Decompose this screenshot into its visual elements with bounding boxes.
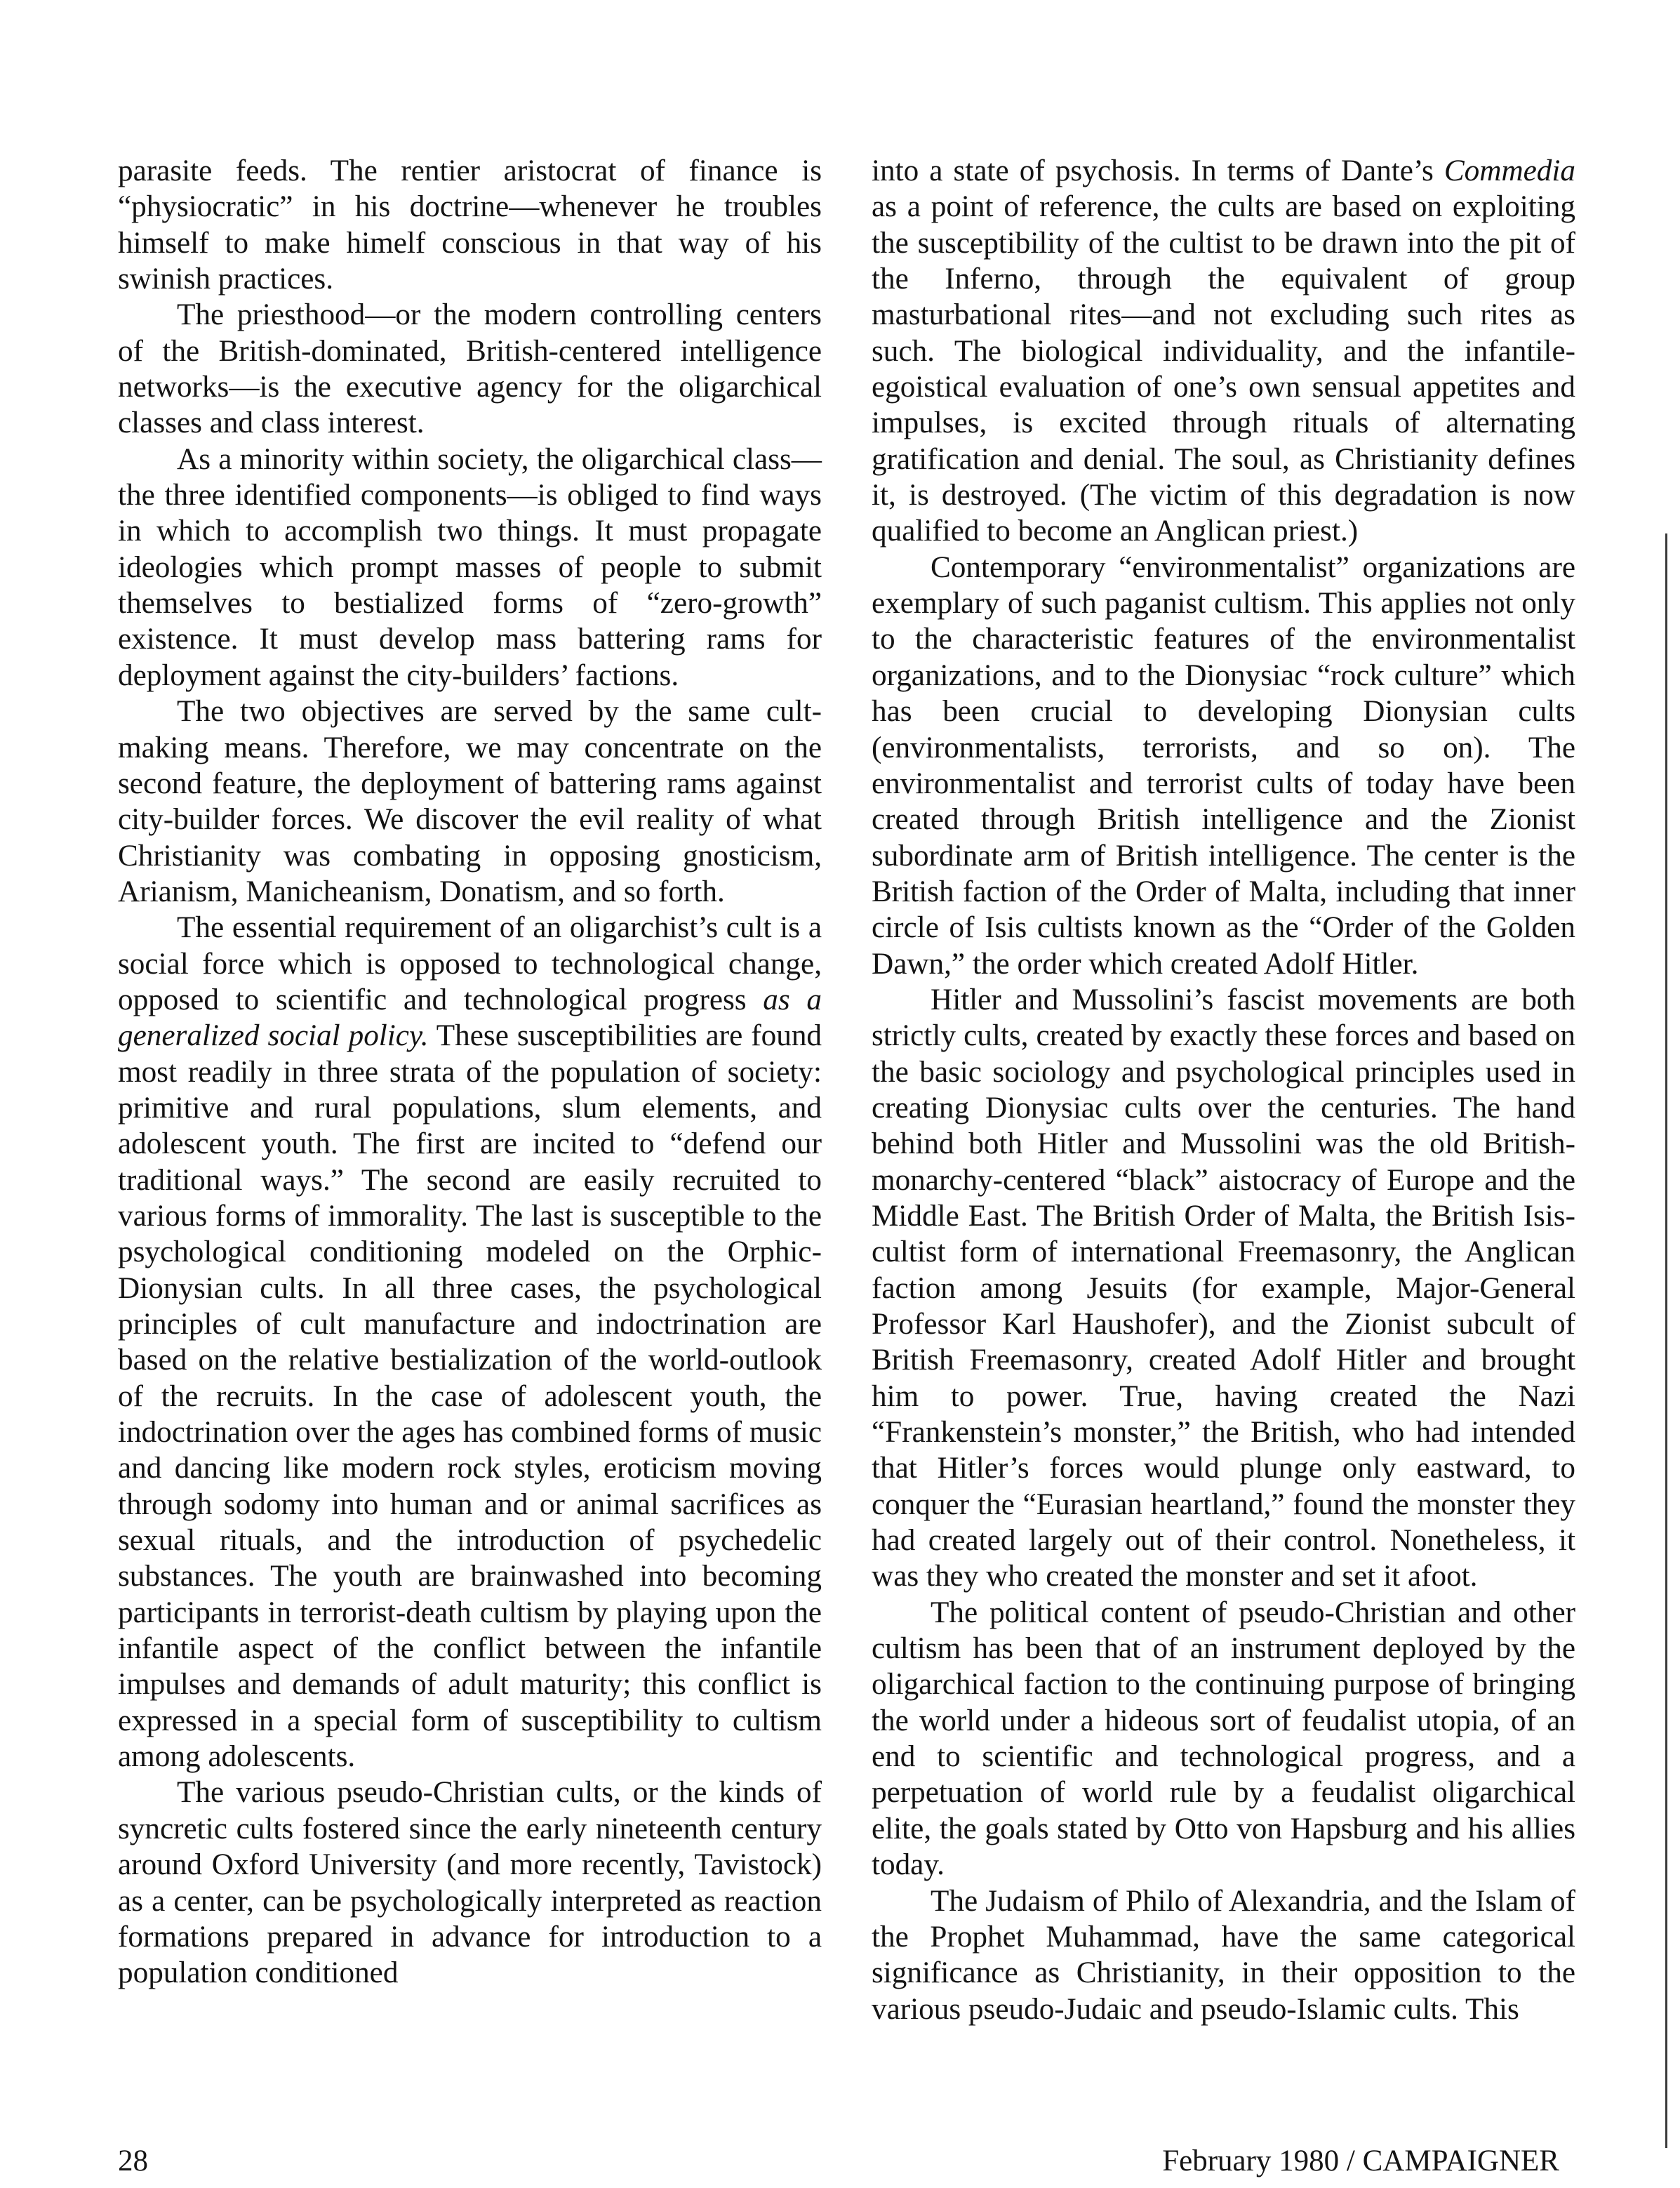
paragraph: parasite feeds. The rentier aristocrat of finance is “physiocratic” in his doctrine—whenever he troubles himself to make himelf conscious in that way of his swinish practices.: [118, 154, 822, 296]
paragraph: Hitler and Mussolini’s fascist movements are both strictly cults, created by exactly these forces and based on the basic sociology and psychological principles used in creating Dionysiac cults over the centuries. The hand behind both Hitler and Mussolini was the old British-monarchy-centered “black” aistocracy of Europe and the Middle East. The British Order of Malta, the British Isis-cultist form of international Freemasonry, the Anglican faction among Jesuits (for example, Major-General Professor Karl Haushofer), and the Zionist subcult of British Freemasonry, created Adolf Hitler and brought him to power. True, having created the Nazi “Frankenstein’s monster,” the British, who had intended that Hitler’s forces would plunge only eastward, to conquer the “Eurasian heartland,” found the monster they had created largely out of their control. Nonetheless, it was they who created the monster and set it afoot.: [872, 983, 1575, 1593]
paragraph: The various pseudo-Christian cults, or the kinds of syncretic cults fostered since the early nineteenth century around Oxford University (and more recently, Tavistock) as a center, can be psychologically interpreted as reaction formations prepared in advance for introduction to a population conditioned: [118, 1776, 822, 1990]
paragraph: The Judaism of Philo of Alexandria, and the Islam of the Prophet Muhammad, have the same categorical significance as Christianity, in their opposition to the various pseudo-Judaic and pseudo-Islamic cults. This: [872, 1884, 1575, 2026]
paragraph: Contemporary “environmentalist” organizations are exemplary of such paganist cultism. This applies not only to the characteristic features of the environmentalist organizations, and to the Dionysiac “rock culture” which has been crucial to developing Dionysian cults (environmentalists, terrorists, and so on). The environmentalist and terrorist cults of today have been created through British intelligence and the Zionist subordinate arm of British intelligence. The center is the British faction of the Order of Malta, including that inner circle of Isis cultists known as the “Order of the Golden Dawn,” the order which created Adolf Hitler.: [872, 550, 1575, 981]
paragraph: As a minority within society, the oligarchical class—the three identified components—is obliged to find ways in which to accomplish two things. It must propagate ideologies which prompt masses of people to submit themselves to bestialized forms of “zero-growth” existence. It must develop mass battering rams for deployment against the city-builders’ factions.: [118, 442, 822, 692]
emphasis-text: Commedia: [1444, 154, 1575, 187]
running-title: February 1980 / CAMPAIGNER: [1162, 2144, 1559, 2177]
paragraph-text: into a state of psychosis. In terms of Dante’s: [872, 154, 1444, 187]
right-column: [872, 153, 1575, 2027]
paragraph: The political content of pseudo-Christian and other cultism has been that of an instrument deployed by the oligarchical faction to the continuing purpose of bringing the world under a hideous sort of feudalist utopia, of an end to scientific and technological progress, and a perpetuation of world rule by a feudalist oligarchical elite, the goals stated by Otto von Hapsburg and his allies today.: [872, 1596, 1575, 1882]
paragraph: The two objectives are served by the same cult-making means. Therefore, we may concentrate on the second feature, the deployment of battering rams against city-builder forces. We discover the evil reality of what Christianity was combating in opposing gnosticism, Arianism, Manicheanism, Donatism, and so forth.: [118, 695, 822, 908]
paragraph-text: The essential requirement of an oligarchist’s cult is a social force which is opposed to technological change, opposed to scientific and technological progress: [118, 911, 822, 1016]
paragraph-text: These susceptibilities are found most readily in three strata of the population of society: primitive and rural populations, slum elements, and adolescent youth. The first are incited to “defend our traditional ways.” The second are easily recruited to various forms of immorality. The last is susceptible to the psychological conditioning modeled on the Orphic-Dionysian cults. In all three cases, the psychological principles of cult manufacture and indoctrination are based on the relative bestialization of the world-outlook of the recruits. In the case of adolescent youth, the indoctrination over the ages has combined forms of music and dancing like modern rock styles, eroticism moving through sodomy into human and or animal sacrifices as sexual rituals, and the introduction of psychedelic substances. The youth are brainwashed into becoming participants in terrorist-death cultism by playing upon the infantile aspect of the conflict between the infantile impulses and demands of adult maturity; this conflict is expressed in a special form of susceptibility to cultism among adolescents.: [118, 1019, 822, 1774]
page-number: 28: [118, 2144, 148, 2177]
paragraph: [872, 153, 1575, 550]
page-edge-divider: [1665, 533, 1667, 2148]
paragraph: [118, 910, 822, 1775]
paragraph-text: as a point of reference, the cults are based on exploiting the susceptibility of the cultist to be drawn into the pit of the Inferno, through the equivalent of group masturbational rites—and not excluding such rites as such. The biological individuality, and the infantile-egoistical evaluation of one’s own sensual appetites and impulses, is excited through rituals of alternating gratification and denial. The soul, as Christianity defines it, is destroyed. (The victim of this degradation is now qualified to become an Anglican priest.): [872, 190, 1575, 548]
paragraph: The priesthood—or the modern controlling centers of the British-dominated, British-centered intelligence networks—is the executive agency for the oligarchical classes and class interest.: [118, 298, 822, 440]
emphasis-text: as a generalized social policy.: [118, 983, 822, 1053]
left-column: [118, 153, 822, 1991]
